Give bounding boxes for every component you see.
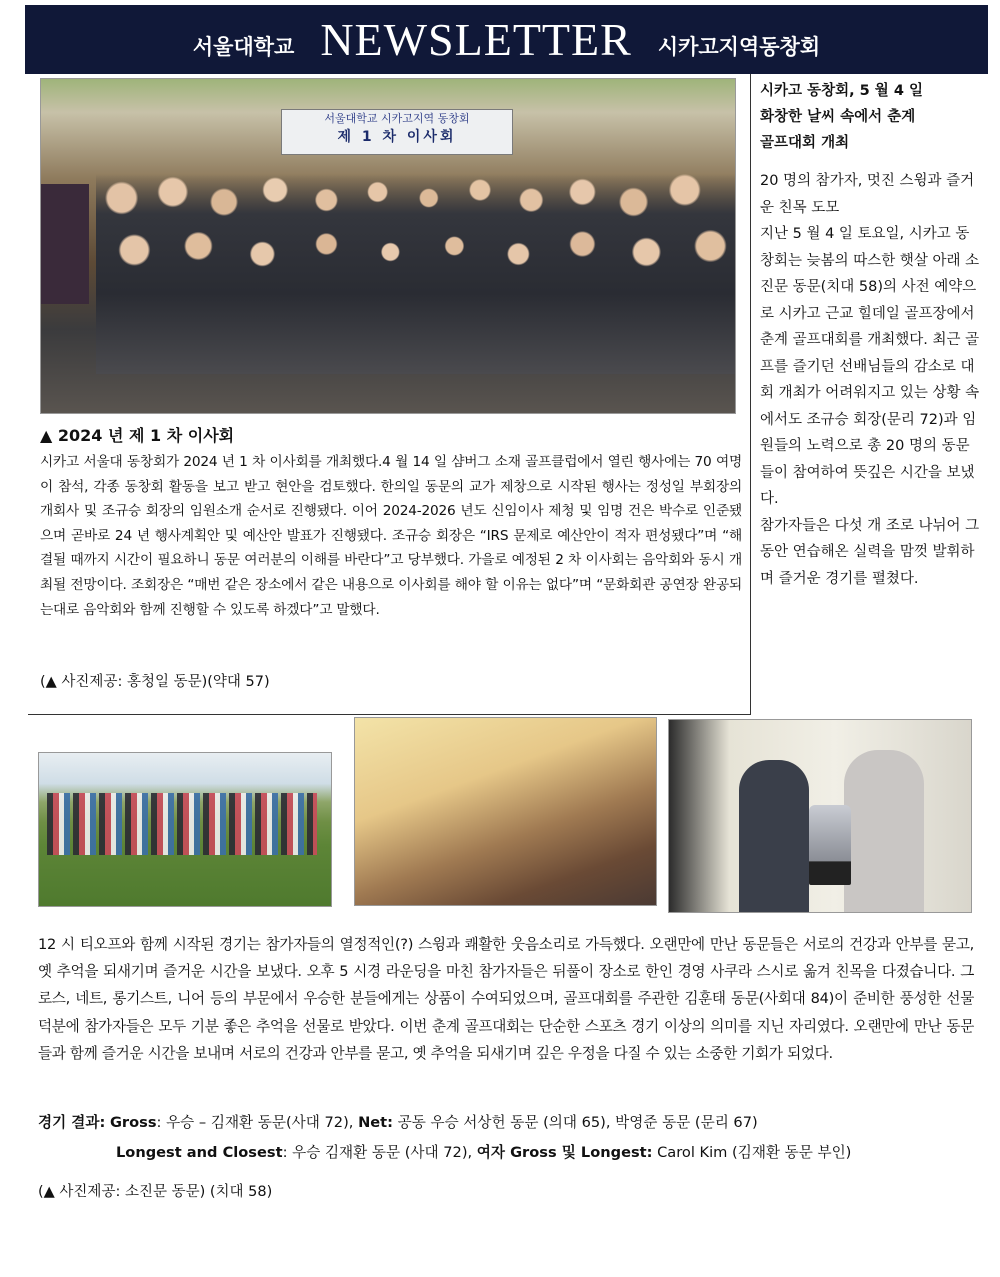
headline-line-1: 시카고 동창회, 5 월 4 일 bbox=[760, 83, 923, 99]
section-divider bbox=[28, 714, 751, 715]
masthead-university: 서울대학교 bbox=[192, 34, 295, 59]
article1-title: ▲ 2024 년 제 1 차 이사회 bbox=[40, 426, 235, 445]
results-label: 경기 결과: bbox=[38, 1114, 106, 1131]
banner-line-2: 제 1 차 이사회 bbox=[337, 129, 457, 145]
board-meeting-group-photo bbox=[40, 78, 736, 414]
article1-body: 시카고 서울대 동창회가 2024 년 1 차 이사회를 개최했다.4 월 14 일 샴버그 소재 골프클럽에서 열린 행사에는 70 여명이 참석, 각종 동창회 활동을 보고 받고 현안을 검토했다. 한의일 동문의 교가 제창으로 시작된 행사는 정성일 부회장의 개회사 및 조규승 회장의 임원소개 순서로 진행됐다. 이어 2024-2026 년도 신임이사 제청 및 임명 건은 박수로 인준됐으며 곧바로 24 년 행사계획안 및 예산안 발표가 진행됐다. 조규승 회장은 “IRS 문제로 예산안이 적자 편성됐다”며 “해결될 때까지 시간이 필요하니 동문 여러분의 이해를 바란다”고 당부했다. 가을로 예정된 2 차 이사회는 음악회와 동시 개최될 전망이다. 조회장은 “매번 같은 장소에서 같은 내용으로 이사회를 해야 할 이유는 없다”며 “문화회관 공연장 완공되는대로 음악회와 함께 진행할 수 있도록 하겠다”고 말했다. bbox=[40, 454, 742, 618]
gross-label: Gross bbox=[109, 1114, 157, 1131]
gross-text: : 우승 – 김재환 동문(사대 72), bbox=[156, 1114, 359, 1131]
golfers-figures bbox=[47, 793, 317, 855]
trophy-icon bbox=[809, 805, 851, 885]
women-text: Carol Kim (김재환 동문 부인) bbox=[652, 1144, 852, 1161]
net-text: 공동 우승 서상헌 동문 (의대 65), 박영준 동문 (문리 67) bbox=[393, 1114, 758, 1131]
sidebar-article bbox=[760, 78, 980, 592]
net-label: Net: bbox=[358, 1114, 393, 1131]
results-line-1 bbox=[38, 1108, 851, 1138]
article2-body: 12 시 티오프와 함께 시작된 경기는 참가자들의 열정적인(?) 스윙과 쾌활한 웃음소리로 가득했다. 오랜만에 만난 동문들은 서로의 건강과 안부를 묻고, 옛 추억을 되새기며 즐거운 시간을 보냈다. 오후 5 시경 라운딩을 마친 참가자들은 뒤풀이 장소로 한인 경영 사쿠라 스시로 옮겨 친목을 다졌습니다. 그로스, 네트, 롱기스트, 니어 등의 부문에서 우승한 분들에게는 상품이 수여되었으며, 골프대회를 주관한 김훈태 동문(사회대 84)이 준비한 풍성한 선물 덕분에 참가자들은 모두 기분 좋은 추억을 선물로 받았다. 이번 춘계 골프대회는 단순한 스포츠 경기 이상의 의미를 지닌 자리였다. 오랜만에 만난 동문들과 함께 즐거운 시간을 보내며 서로의 건강과 안부를 묻고, 옛 추억을 되새기며 깊은 우정을 다질 수 있는 소중한 기회가 되었다. bbox=[38, 936, 974, 1062]
sidebar-paragraph: 참가자들은 다섯 개 조로 나뉘어 그동안 연습해온 실력을 맘껏 발휘하며 즐거운 경기를 펼쳤다. bbox=[760, 517, 980, 587]
masthead-title: NEWSLETTER bbox=[320, 14, 632, 65]
results-line-2 bbox=[38, 1138, 851, 1168]
sidebar-body bbox=[760, 168, 980, 592]
crowd-figures bbox=[96, 174, 736, 374]
sidebar-paragraph: 20 명의 참가자, 멋진 스윙과 즐거운 친목 도모 bbox=[760, 173, 975, 216]
meeting-banner bbox=[281, 109, 513, 155]
banner-line-1: 서울대학교 시카고지역 동창회 bbox=[324, 112, 470, 125]
golf-group-photo bbox=[38, 752, 332, 907]
longest-closest-label: Longest and Closest bbox=[116, 1144, 283, 1161]
women-label: 여자 Gross 및 Longest: bbox=[476, 1144, 653, 1161]
association-flag bbox=[41, 184, 89, 304]
sidebar-headline bbox=[760, 78, 980, 156]
column-divider bbox=[750, 74, 751, 714]
sidebar-paragraph: 지난 5 월 4 일 토요일, 시카고 동창회는 늦봄의 따스한 햇살 아래 소진문 동문(치대 58)의 사전 예약으로 시카고 근교 힐데일 골프장에서 춘계 골프대회를 개최했다. 최근 골프를 즐기던 선배님들의 감소로 대회 개최가 어려워지고 있는 상황 속에서도 조규승 회장(문리 72)과 임원들의 노력으로 총 20 명의 동문들이 참여하여 뜻깊은 시간을 보냈다. bbox=[760, 226, 980, 507]
game-results bbox=[38, 1108, 851, 1168]
trophy-photo bbox=[668, 719, 972, 913]
person-right bbox=[844, 750, 924, 912]
masthead-chapter: 시카고지역동창회 bbox=[657, 34, 821, 59]
article1-photo-credit: (▲ 사진제공: 홍청일 동문)(약대 57) bbox=[40, 674, 270, 690]
headline-line-3: 골프대회 개최 bbox=[760, 135, 850, 151]
article2-photo-credit: (▲ 사진제공: 소진문 동문) (치대 58) bbox=[38, 1184, 273, 1200]
person-left bbox=[739, 760, 809, 912]
masthead bbox=[25, 5, 988, 74]
longest-closest-text: : 우승 김재환 동문 (사대 72), bbox=[282, 1144, 477, 1161]
headline-line-2: 화창한 날씨 속에서 춘계 bbox=[760, 109, 916, 125]
dinner-photo bbox=[354, 717, 657, 906]
